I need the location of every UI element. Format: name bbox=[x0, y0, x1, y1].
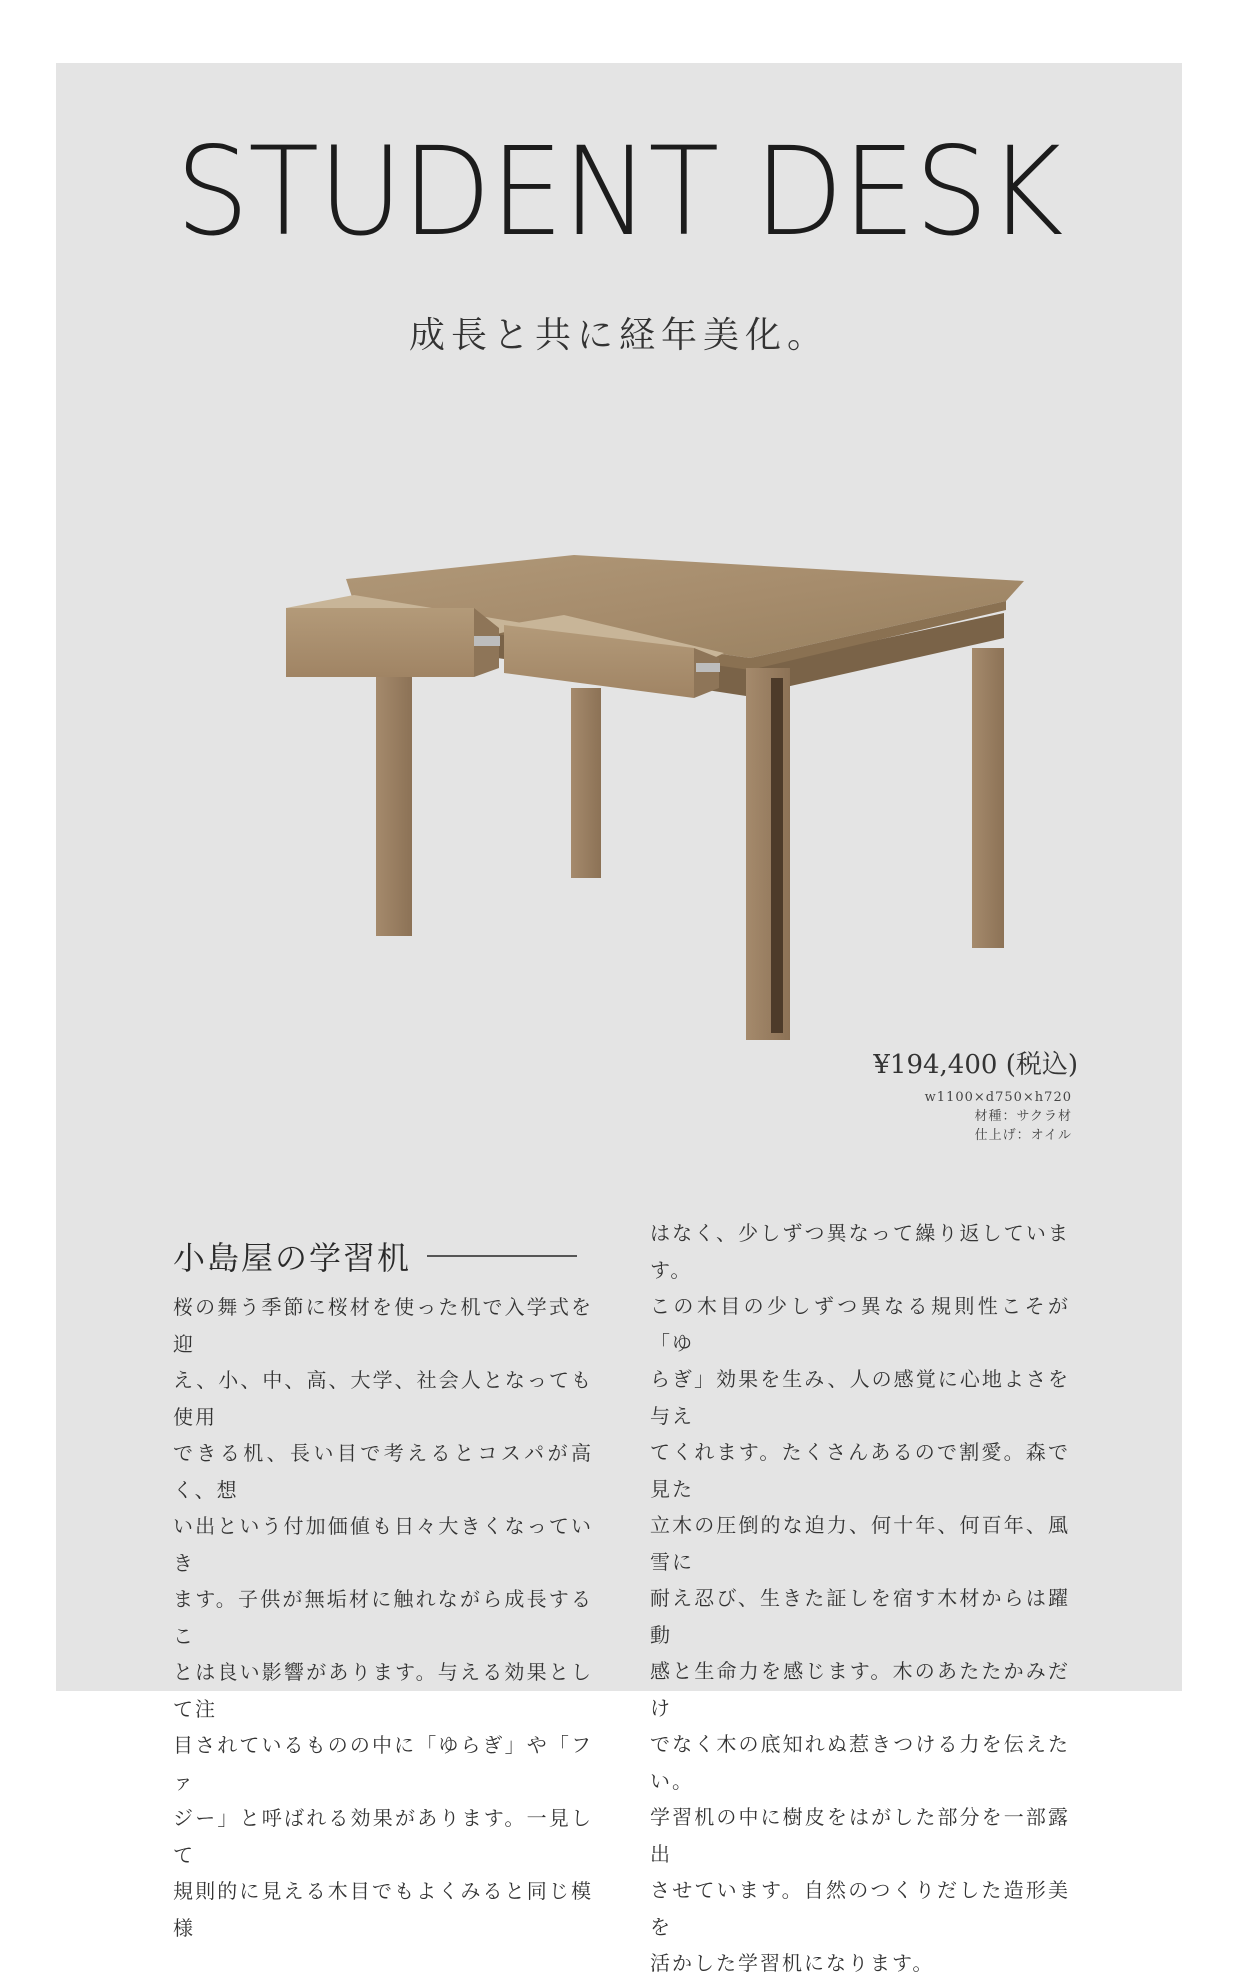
front-right-leg bbox=[746, 668, 790, 1040]
body-line: 学習机の中に樹皮をはがした部分を一部露出 bbox=[650, 1805, 1070, 1866]
body-line: でなく木の底知れぬ惹きつける力を伝えたい。 bbox=[650, 1732, 1070, 1793]
body-line: てくれます。たくさんあるので割愛。森で見た bbox=[650, 1440, 1070, 1501]
section-heading: 小島屋の学習机 bbox=[173, 1239, 412, 1277]
body-line: 活かした学習机になります。 bbox=[650, 1951, 935, 1975]
page-title: STUDENT DESK bbox=[175, 121, 1063, 264]
spec-material: 材種：サクラ材 bbox=[974, 1109, 1072, 1124]
section-heading-row bbox=[173, 1233, 577, 1279]
body-line: 耐え忍び、生きた証しを宿す木材からは躍動 bbox=[650, 1586, 1070, 1647]
body-line: できる机、長い目で考えるとコスパが高く、想 bbox=[173, 1441, 593, 1502]
body-line: 目されているものの中に「ゆらぎ」や「ファ bbox=[173, 1733, 593, 1794]
body-line: させています。自然のつくりだした造形美を bbox=[650, 1878, 1070, 1939]
desk-photo bbox=[234, 518, 1024, 1108]
bark-strip bbox=[771, 678, 783, 1033]
body-line: え、小、中、高、大学、社会人となっても使用 bbox=[173, 1368, 593, 1429]
drawer-left-front bbox=[286, 608, 474, 677]
body-text-left bbox=[173, 1289, 593, 1946]
body-line: 立木の圧倒的な迫力、何十年、何百年、風雪に bbox=[650, 1513, 1070, 1574]
price-label: ¥194,400 (税込) bbox=[873, 1050, 1078, 1080]
tagline: 成長と共に経年美化。 bbox=[408, 315, 829, 356]
back-left-leg bbox=[571, 688, 601, 878]
body-line: 規則的に見える木目でもよくみると同じ模様 bbox=[173, 1879, 593, 1940]
body-line: らぎ」効果を生み、人の感覚に心地よさを与え bbox=[650, 1367, 1070, 1428]
spec-list bbox=[925, 1088, 1072, 1145]
body-line: ます。子供が無垢材に触れながら成長するこ bbox=[173, 1587, 593, 1648]
back-right-leg bbox=[972, 648, 1004, 948]
front-left-leg bbox=[376, 668, 412, 936]
body-line: はなく、少しずつ異なって繰り返しています。 bbox=[650, 1221, 1070, 1282]
spec-finish: 仕上げ：オイル bbox=[974, 1128, 1072, 1143]
flyer-sheet bbox=[56, 63, 1182, 1975]
body-line: この木目の少しずつ異なる規則性こそが「ゆ bbox=[650, 1294, 1070, 1355]
body-line: 桜の舞う季節に桜材を使った机で入学式を迎 bbox=[173, 1295, 593, 1356]
drawer-left-slide bbox=[474, 636, 500, 646]
body-line: とは良い影響があります。与える効果として注 bbox=[173, 1660, 593, 1721]
body-line: ジー」と呼ばれる効果があります。一見して bbox=[173, 1806, 593, 1867]
spec-size: w1100×d750×h720 bbox=[924, 1090, 1072, 1105]
drawer-right-slide bbox=[696, 663, 720, 672]
heading-rule bbox=[427, 1255, 577, 1257]
body-line: 感と生命力を感じます。木のあたたかみだけ bbox=[650, 1659, 1070, 1720]
body-text-right bbox=[650, 1215, 1070, 1982]
body-line: い出という付加価値も日々大きくなっていき bbox=[173, 1514, 593, 1575]
